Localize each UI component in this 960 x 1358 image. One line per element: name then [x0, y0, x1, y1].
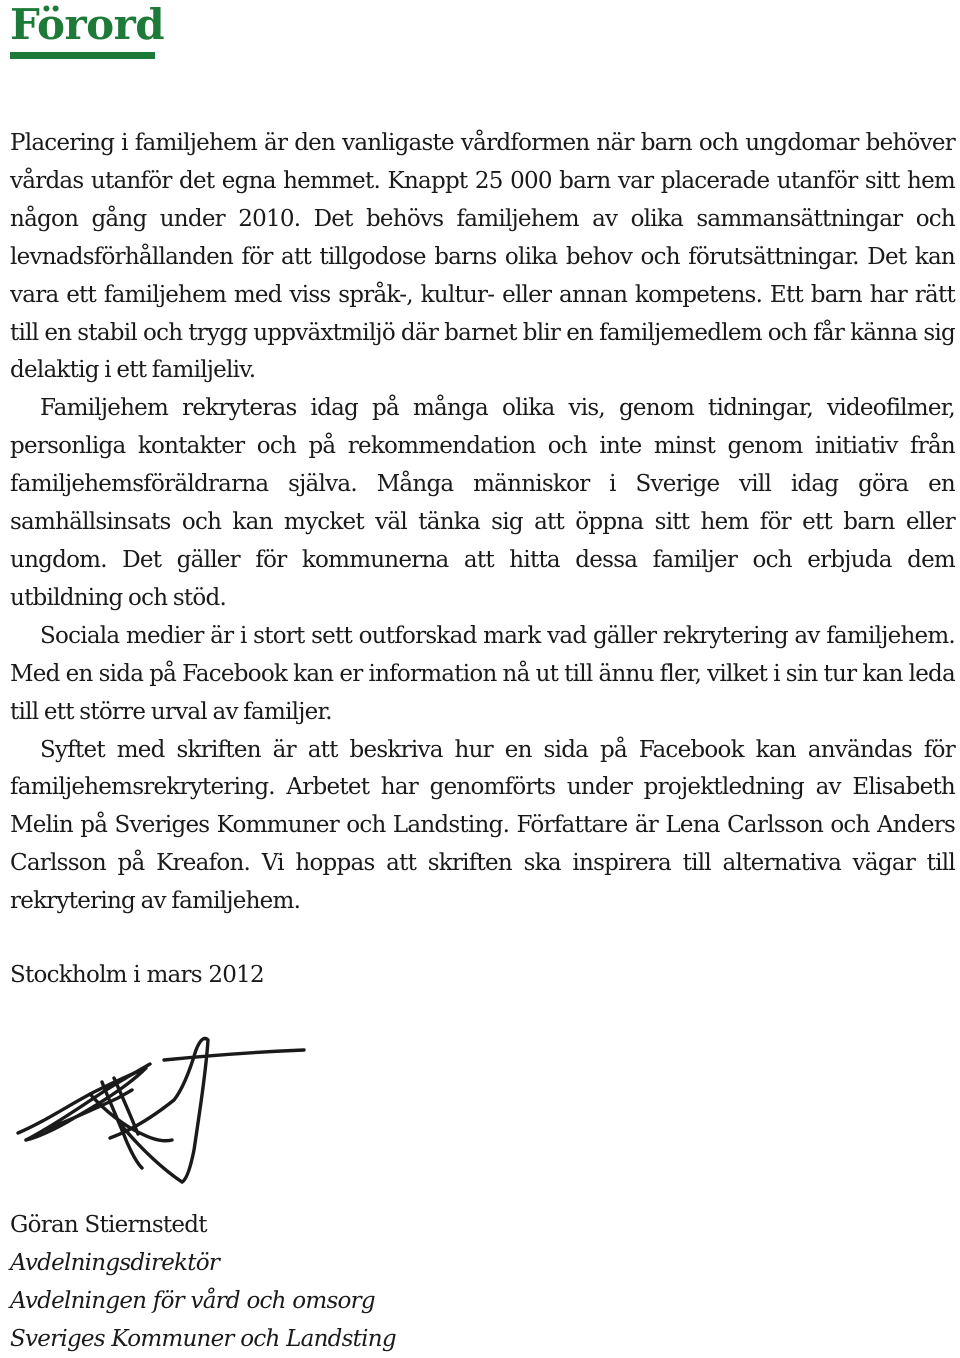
- paragraph-2: Familjehem rekryteras idag på många olika vis, genom tidningar, videofilmer, personliga kontakter och på rekommendation och inte minst genom initiativ från familjehemsföräldrarna själva. Många människor i Sverige vill idag göra en samhällsinsats och kan mycket väl tänka sig att öppna sitt hem för ett barn eller ungdom. Det gäller för kommunerna att hitta dessa familjer och erbjuda dem utbildning och stöd.: [10, 395, 955, 611]
- paragraph-4: Syftet med skriften är att beskriva hur en sida på Facebook kan användas för familjehemsrekrytering. Arbetet har genomförts under projektledning av Elisabeth Melin på Sveriges Kommuner och Landsting. Författare är Lena Carlsson och Anders Carlsson på Kreafon. Vi hoppas att skriften ska inspirera till alternativa vägar till rekrytering av familjehem.: [10, 736, 955, 915]
- signatory-title: Avdelningsdirektör: [10, 1250, 220, 1276]
- paragraph-1: Placering i familjehem är den vanligaste vårdformen när barn och ungdomar behöver vårdas utanför det egna hemmet. Knappt 25 000 barn var placerade utanför sitt hem någon gång under 2010. Det behövs familjehem av olika sammansättningar och levnadsförhållanden för att tillgodose barns olika behov och förutsättningar. Det kan vara ett familjehem med viss språk-, kultur- eller annan kompetens. Ett barn har rätt till en stabil och trygg uppväxtmiljö där barnet blir en familjemedlem och får känna sig delaktig i ett familjeliv.: [10, 130, 955, 384]
- place-and-date: Stockholm i mars 2012: [10, 962, 264, 988]
- handwritten-signature: [14, 1030, 314, 1190]
- paragraph-3: Sociala medier är i stort sett outforskad mark vad gäller rekrytering av familjehem. Med en sida på Facebook kan er information nå ut till ännu fler, vilket i sin tur kan leda till ett större urval av familjer.: [10, 622, 955, 725]
- signatory-organization: Sveriges Kommuner och Landsting: [10, 1326, 396, 1352]
- title-underline: [10, 52, 155, 59]
- signature-block: [10, 1206, 396, 1358]
- page-title: Förord: [10, 0, 165, 49]
- signatory-department: Avdelningen för vård och omsorg: [10, 1288, 375, 1314]
- body-text: [10, 125, 955, 921]
- signatory-name: Göran Stiernstedt: [10, 1212, 207, 1238]
